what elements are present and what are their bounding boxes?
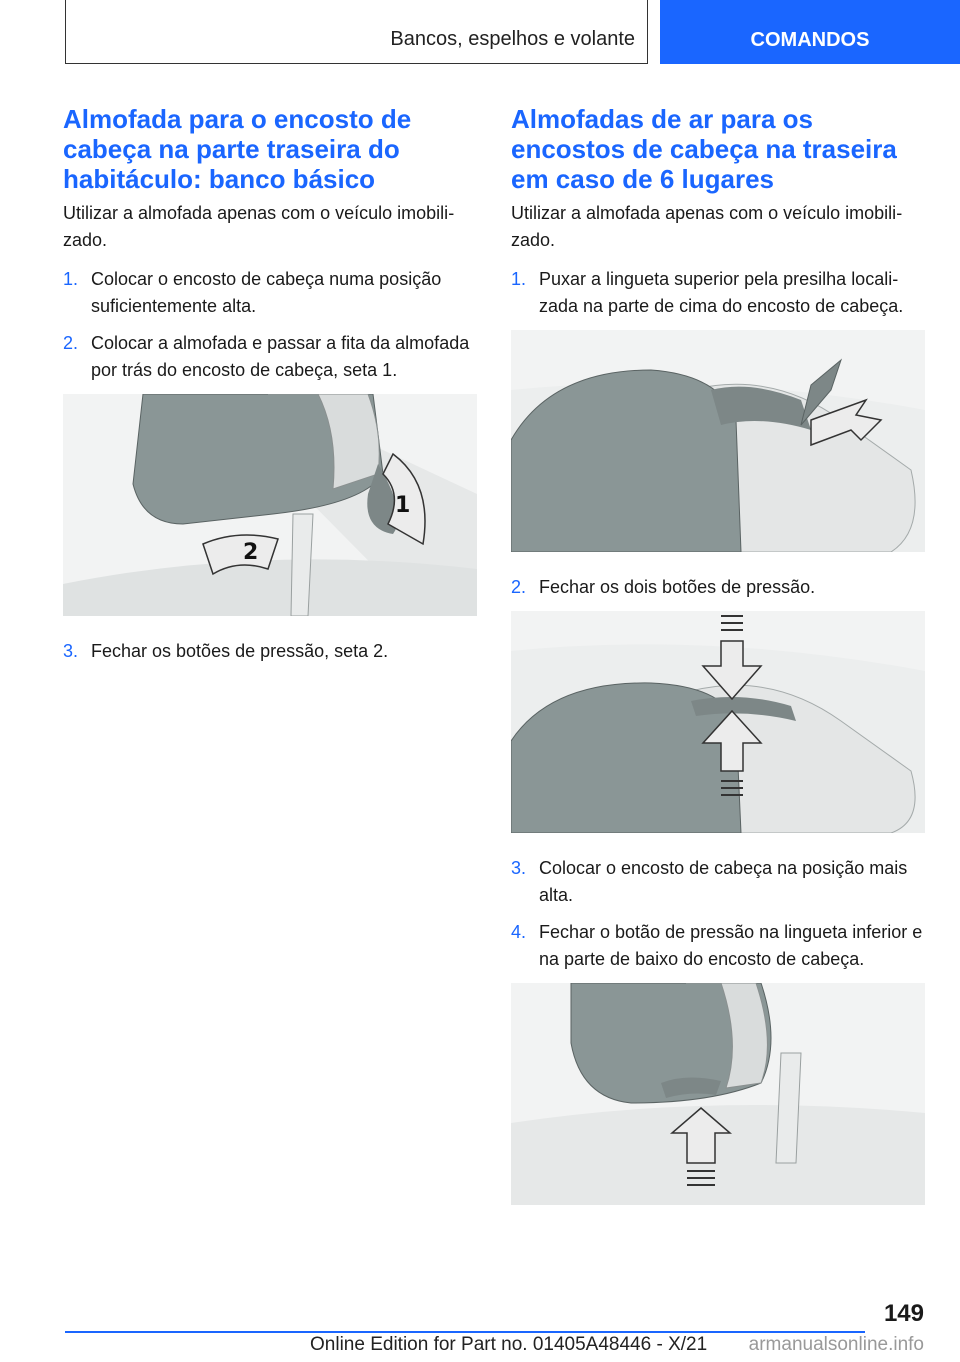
figure-lower-tab	[511, 983, 925, 1205]
footer-divider	[65, 1331, 865, 1333]
right-step-2	[511, 574, 925, 601]
illustration-upper-tab	[511, 330, 925, 552]
right-heading: Almofadas de ar para os encostos de cabeça na traseira em caso de 6 lugares	[511, 104, 897, 194]
figure-pull-upper-tab	[511, 330, 925, 552]
left-step-3	[63, 638, 477, 665]
step-text: Fechar os dois botões de pressão.	[539, 577, 816, 597]
arrow-label-2: 2	[243, 540, 259, 565]
illustration-headrest-strap	[63, 394, 477, 616]
right-step-4	[511, 919, 925, 973]
step-number: 1.	[511, 269, 527, 289]
right-step-1	[511, 266, 925, 320]
page-number: 149	[883, 1300, 924, 1327]
right-intro: Utilizar a almofada apenas com o veículo imobilizado.	[511, 203, 903, 250]
step-number: 4.	[511, 922, 527, 942]
step-text: Fechar o botão de pressão na lingueta inferior e na parte de baixo do encosto de cabeça.	[539, 922, 923, 969]
section-title: Bancos, espelhos e volante	[390, 28, 635, 50]
step-number: 1.	[63, 269, 79, 289]
figure-headrest-cushion-strap	[63, 394, 477, 616]
step-number: 3.	[511, 858, 527, 878]
right-column	[511, 104, 925, 1227]
chapter-tab-label: COMANDOS	[750, 28, 870, 51]
step-text: Puxar a lingueta superior pela presilha localizada na parte de cima do encosto de cabeça.	[539, 269, 904, 316]
figure-close-press-studs	[511, 611, 925, 833]
watermark: armanualsonline.info	[748, 1334, 924, 1355]
step-number: 3.	[63, 641, 79, 661]
arrow-label-1: 1	[395, 493, 411, 518]
step-text: Colocar o encosto de cabeça na posição mais alta.	[539, 858, 908, 905]
step-number: 2.	[511, 577, 527, 597]
chapter-tab[interactable]	[660, 0, 960, 64]
header-frame	[65, 0, 648, 64]
step-text: Fechar os botões de pressão, seta 2.	[91, 641, 389, 661]
footer-edition: Online Edition for Part no. 01405A48446 - X/21	[310, 1334, 708, 1355]
illustration-press-studs	[511, 611, 925, 833]
right-step-3	[511, 855, 925, 909]
left-step-1	[63, 266, 477, 320]
left-step-2	[63, 330, 477, 384]
left-intro: Utilizar a almofada apenas com o veículo imobilizado.	[63, 203, 455, 250]
left-column	[63, 104, 477, 675]
step-number: 2.	[63, 333, 79, 353]
step-text: Colocar o encosto de cabeça numa posição suficientemente alta.	[91, 269, 442, 316]
illustration-lower-tab	[511, 983, 925, 1205]
step-text: Colocar a almofada e passar a fita da almofada por trás do encosto de cabeça, seta 1.	[91, 333, 470, 380]
left-heading: Almofada para o encosto de cabeça na parte traseira do habitáculo: banco básico	[63, 104, 412, 194]
